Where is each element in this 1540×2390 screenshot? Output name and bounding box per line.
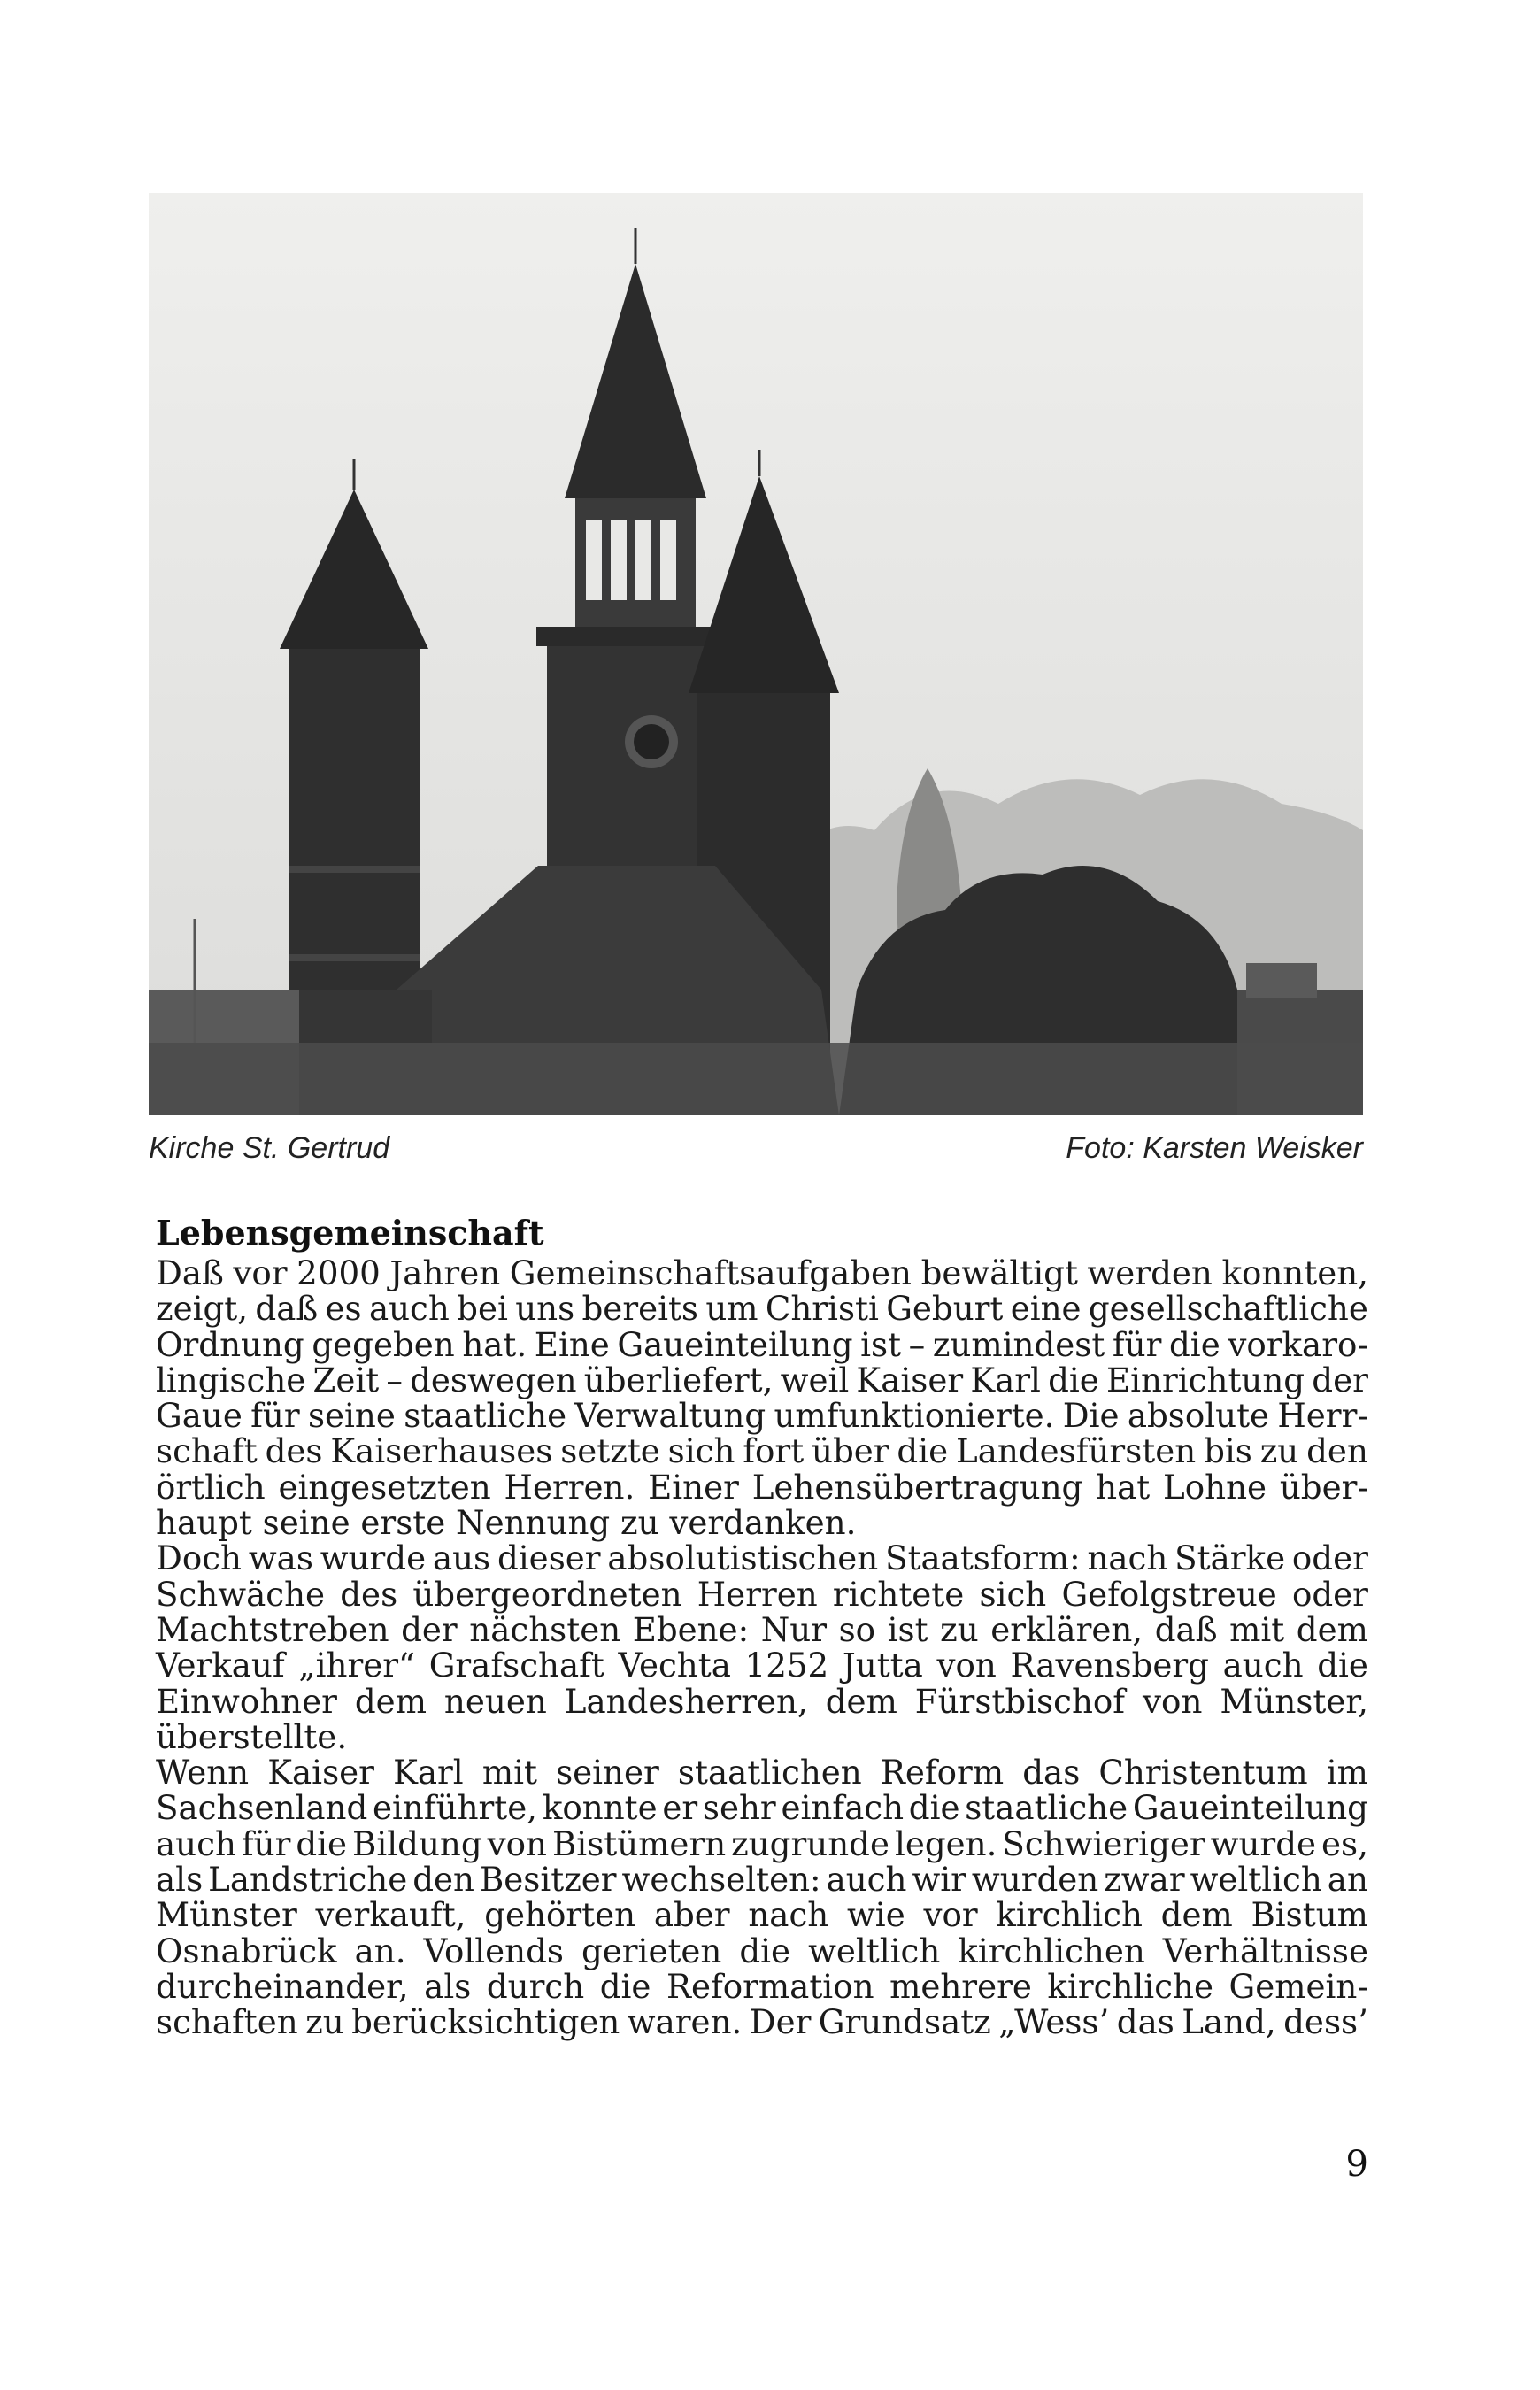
- text-line: durcheinander, als durch die Reformation mehrere kirchliche Gemein-: [156, 1966, 1368, 2006]
- text-line: Doch was wurde aus dieser absolutistischen Staatsform: nach Stärke oder: [156, 1538, 1368, 1578]
- text-line: als Landstriche den Besitzer wechselten: auch wir wurden zwar weltlich an: [156, 1860, 1368, 1900]
- text-line: überstellte.: [156, 1716, 348, 1756]
- text-line: zeigt, daß es auch bei uns bereits um Christi Geburt eine gesellschaftliche: [156, 1289, 1368, 1329]
- text-line: Sachsenland einführte, konnte er sehr einfach die staatliche Gaueinteilung: [156, 1788, 1368, 1828]
- text-line: Verkauf „ihrer“ Grafschaft Vechta 1252 Jutta von Ravensberg auch die: [156, 1646, 1368, 1685]
- section-heading: Lebensgemeinschaft: [156, 1213, 544, 1253]
- text-line: schaft des Kaiserhauses setzte sich fort über die Landesfürsten bis zu den: [156, 1431, 1368, 1471]
- church-photo: [149, 193, 1363, 1115]
- text-line: schaften zu berücksichtigen waren. Der Grundsatz „Wess’ das Land, dess’: [156, 2002, 1368, 2042]
- photo-caption: Kirche St. Gertrud: [149, 1131, 390, 1165]
- church-photo-icon: [149, 193, 1363, 1115]
- text-line: auch für die Bildung von Bistümern zugrunde legen. Schwieriger wurde es,: [156, 1823, 1368, 1863]
- text-line: Ordnung gegeben hat. Eine Gaueinteilung ist – zumindest für die vorkaro-: [156, 1324, 1368, 1364]
- text-line: Münster verkauft, gehörten aber nach wie vor kirchlich dem Bistum: [156, 1895, 1368, 1935]
- page-number: 9: [1345, 2144, 1368, 2185]
- text-line: Daß vor 2000 Jahren Gemeinschaftsaufgaben bewältigt werden konnten,: [156, 1253, 1368, 1292]
- photo-credit: Foto: Karsten Weisker: [1066, 1131, 1363, 1165]
- body-text: [156, 1255, 1368, 2040]
- text-line: Gaue für seine staatliche Verwaltung umfunktionierte. Die absolute Herr-: [156, 1396, 1368, 1436]
- text-line: Wenn Kaiser Karl mit seiner staatlichen Reform das Christentum im: [156, 1753, 1368, 1792]
- text-line: Osnabrück an. Vollends gerieten die weltlich kirchlichen Verhältnisse: [156, 1931, 1368, 1970]
- text-line: haupt seine erste Nennung zu verdanken.: [156, 1503, 857, 1543]
- text-line: örtlich eingesetzten Herren. Einer Lehensübertragung hat Lohne über-: [156, 1467, 1368, 1507]
- text-line: lingische Zeit – deswegen überliefert, weil Kaiser Karl die Einrichtung der: [156, 1360, 1368, 1399]
- text-line: Einwohner dem neuen Landesherren, dem Fürstbischof von Münster,: [156, 1681, 1368, 1721]
- text-line: Schwäche des übergeordneten Herren richtete sich Gefolgstreue oder: [156, 1574, 1368, 1614]
- text-line: Machtstreben der nächsten Ebene: Nur so ist zu erklären, daß mit dem: [156, 1609, 1368, 1649]
